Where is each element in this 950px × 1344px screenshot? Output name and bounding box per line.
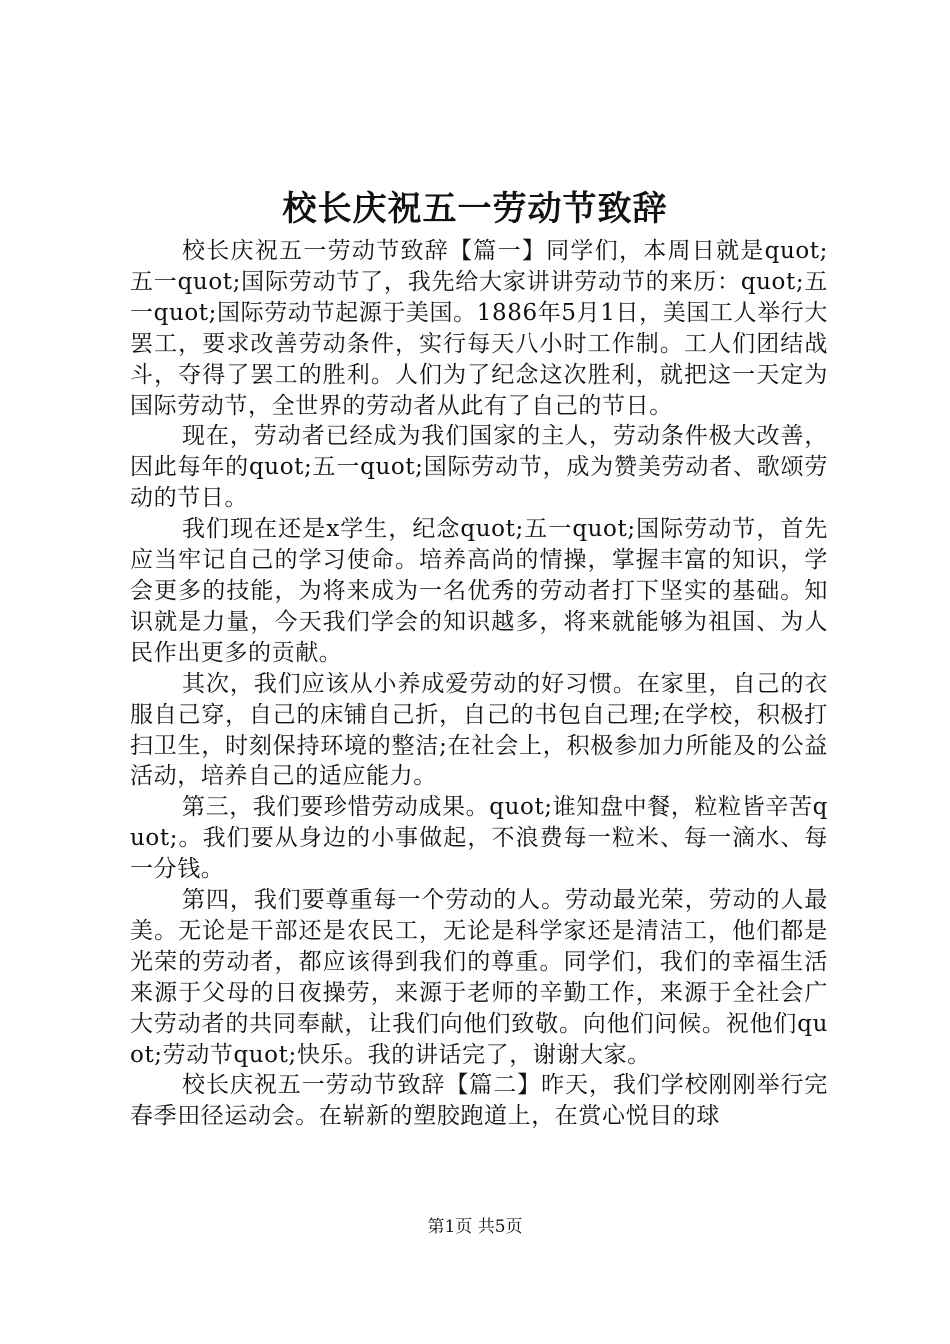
paragraph-3: 我们现在还是x学生，纪念quot;五一quot;国际劳动节，首先应当牢记自己的学习使命。培养高尚的情操，掌握丰富的知识，学会更多的技能，为将来成为一名优秀的劳动者打下坚实的基础。知识就是力量，今天我们学会的知识越多，将来就能够为祖国、为人民作出更多的贡献。 <box>130 516 828 666</box>
paragraph-2: 现在，劳动者已经成为我们国家的主人，劳动条件极大改善，因此每年的quot;五一quot;国际劳动节，成为赞美劳动者、歌颂劳动的节日。 <box>130 423 828 512</box>
page-footer: 第1页 共5页 <box>427 1217 523 1237</box>
document-body <box>130 236 828 1132</box>
paragraph-4: 其次，我们应该从小养成爱劳动的好习惯。在家里，自己的衣服自己穿，自己的床铺自己折，自己的书包自己理;在学校，积极打扫卫生，时刻保持环境的整洁;在社会上，积极参加力所能及的公益活动，培养自己的适应能力。 <box>130 670 828 790</box>
paragraph-7: 校长庆祝五一劳动节致辞【篇二】昨天，我们学校刚刚举行完春季田径运动会。在崭新的塑胶跑道上，在赏心悦目的球 <box>130 1072 828 1130</box>
paragraph-6: 第四，我们要尊重每一个劳动的人。劳动最光荣，劳动的人最美。无论是干部还是农民工，无论是科学家还是清洁工，他们都是光荣的劳动者，都应该得到我们的尊重。同学们，我们的幸福生活来源于父母的日夜操劳，来源于老师的辛勤工作，来源于全社会广大劳动者的共同奉献，让我们向他们致敬。向他们问候。祝他们quot;劳动节quot;快乐。我的讲话完了，谢谢大家。 <box>130 887 828 1068</box>
paragraph-5: 第三，我们要珍惜劳动成果。quot;谁知盘中餐，粒粒皆辛苦quot;。我们要从身边的小事做起，不浪费每一粒米、每一滴水、每一分钱。 <box>130 794 828 883</box>
document-title: 校长庆祝五一劳动节致辞 <box>282 189 668 229</box>
paragraph-1: 校长庆祝五一劳动节致辞【篇一】同学们，本周日就是quot;五一quot;国际劳动节了，我先给大家讲讲劳动节的来历：quot;五一quot;国际劳动节起源于美国。1886年5月1日，美国工人举行大罢工，要求改善劳动条件，实行每天八小时工作制。工人们团结战斗，夺得了罢工的胜利。人们为了纪念这次胜利，就把这一天定为国际劳动节，全世界的劳动者从此有了自己的节日。 <box>130 238 828 419</box>
